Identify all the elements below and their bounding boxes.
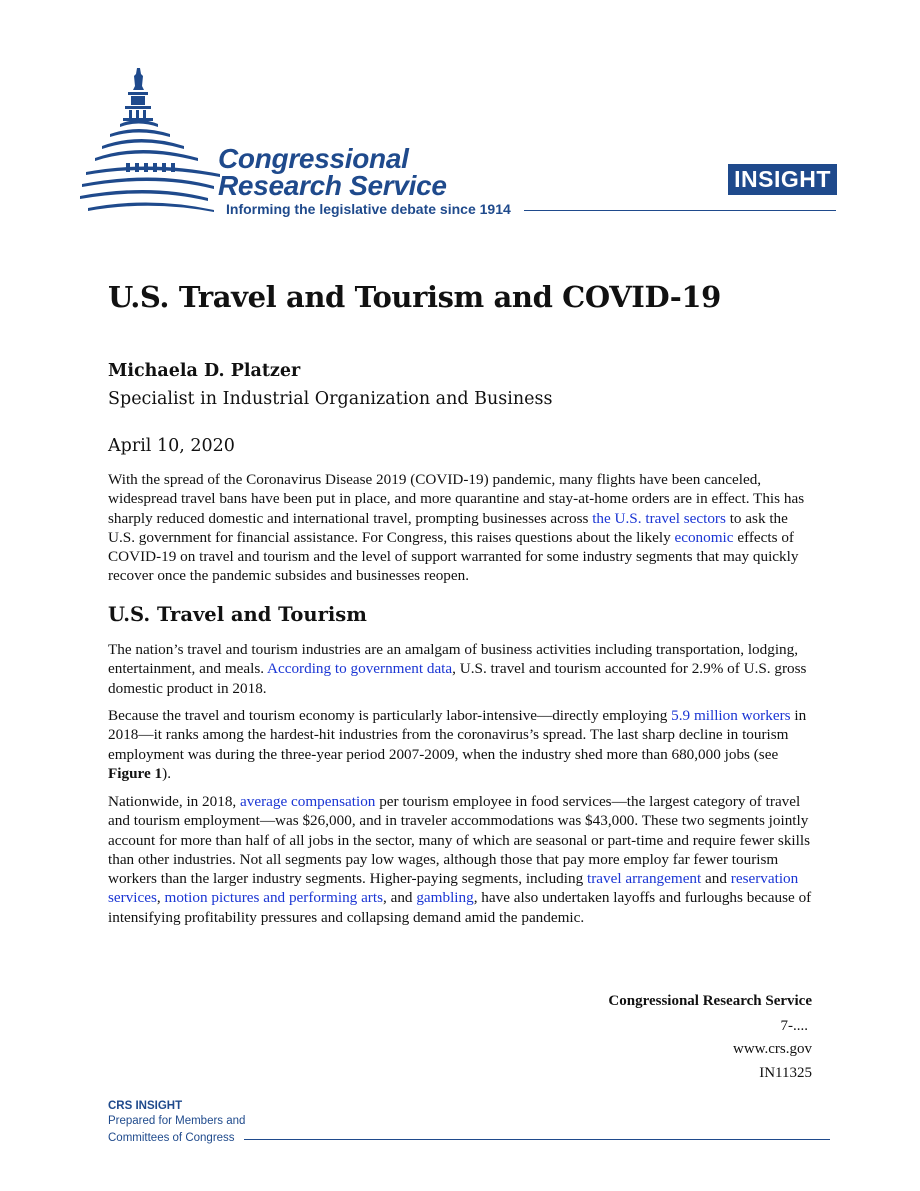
p3-text-5: , and	[383, 889, 417, 907]
link-average-compensation[interactable]: average compensation	[240, 793, 376, 810]
footer-prepared-line2: Committees of Congress	[108, 1132, 235, 1144]
crs-wordmark-line1: Congressional	[218, 143, 409, 174]
footer-report-number: 7-....	[780, 1018, 808, 1034]
intro-text-3: effects of COVID-19 on travel and tourism and the level of support warranted for some industry segments that may quickly recover once the pandemic subsides and businesses reopen.	[108, 528, 799, 585]
footer-prepared-line1: Prepared for Members and	[108, 1115, 246, 1127]
p3-text-1: Nationwide, in 2018,	[108, 793, 241, 810]
link-motion-pictures[interactable]: motion pictures and performing arts	[164, 889, 383, 907]
p1-text-1: The nation’s travel and tourism industries are an amalgam of business activities including transportation, lodging, entertainment, and meals.	[108, 641, 799, 678]
footer-rule	[244, 1139, 830, 1140]
p3-text-6: , have also undertaken layoffs and furloughs because of intensifying profitability pressures and collapsing demand amid the pandemic.	[108, 889, 812, 926]
p3-text-4: ,	[156, 889, 165, 907]
body-paragraph-2	[108, 706, 814, 783]
author-name: Michaela D. Platzer	[108, 361, 301, 381]
link-5-9-million-workers[interactable]: 5.9 million workers	[671, 707, 791, 724]
link-travel-arrangement[interactable]: travel arrangement	[586, 870, 702, 888]
author-role: Specialist in Industrial Organization and Business	[108, 389, 553, 409]
figure-1-reference: Figure 1	[108, 764, 163, 782]
footer-crs-insight-label: CRS INSIGHT	[108, 1100, 183, 1112]
insight-badge: INSIGHT	[728, 164, 837, 195]
publication-date: April 10, 2020	[108, 436, 235, 456]
intro-paragraph	[108, 470, 814, 586]
link-government-data[interactable]: According to government data	[267, 660, 453, 678]
footer-insight-id: IN11325	[759, 1065, 812, 1081]
link-gambling[interactable]: gambling	[416, 889, 474, 907]
crs-wordmark-line2: Research Service	[218, 170, 447, 201]
p3-text-2: per tourism employee in food services—the largest category of travel and tourism employment—was $26,000, and in traveler accommodations was $43,000. These two segments jointly account for more than half of all jobs in the sector, many of which are seasonal or part-time and require fewer skills than other industries. Not all segments pay low wages, although those that pay more employ far fewer tourism workers than the larger industry segments. Higher-paying segments, including	[108, 793, 810, 888]
intro-text-2: to ask the U.S. government for financial assistance. For Congress, this raises questions about the likely	[108, 509, 788, 546]
header-rule	[524, 210, 836, 211]
section-heading: U.S. Travel and Tourism	[108, 603, 367, 626]
p2-text-2: in 2018—it ranks among the hardest-hit industries from the coronavirus’s spread. The last sharp decline in tourism employment was during the three-year period 2007-2009, when the industry shed more than 680,000 jobs (see	[108, 707, 807, 763]
link-economic[interactable]: economic	[674, 528, 734, 546]
p2-text-3: ).	[162, 764, 171, 782]
link-reservation-services[interactable]: reservation services	[108, 870, 799, 907]
crs-tagline: Informing the legislative debate since 1914	[226, 201, 511, 217]
body-paragraph-3	[108, 792, 814, 927]
p3-text-3: and	[701, 870, 731, 888]
footer-website: www.crs.gov	[732, 1041, 812, 1057]
link-us-travel-sectors[interactable]: the U.S. travel sectors	[592, 509, 726, 527]
body-paragraph-1	[108, 640, 814, 698]
p2-text-1: Because the travel and tourism economy is particularly labor-intensive—directly employing	[108, 707, 672, 724]
intro-text-1: With the spread of the Coronavirus Disease 2019 (COVID-19) pandemic, many flights have been canceled, widespread travel bans have been put in place, and more quarantine and stay-at-home orders are in effect. This has sharply reduced domestic and international travel, prompting businesses across	[108, 471, 805, 527]
footer-org-name: Congressional Research Service	[608, 993, 812, 1009]
page-title: U.S. Travel and Tourism and COVID-19	[108, 280, 721, 314]
p1-text-2: , U.S. travel and tourism accounted for 2.9% of U.S. gross domestic product in 2018.	[108, 660, 807, 697]
